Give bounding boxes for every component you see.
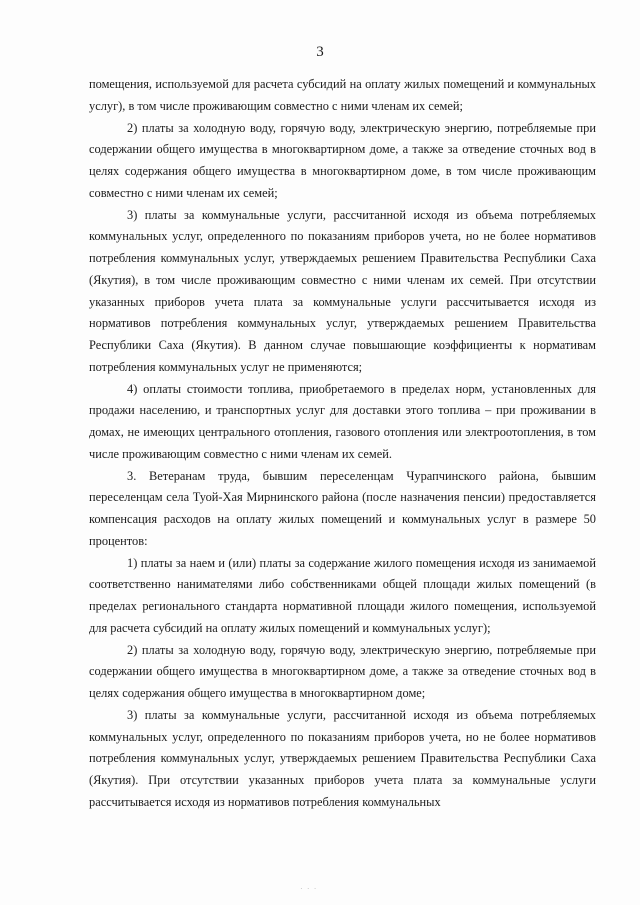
paragraph-item-2-water-electricity: 2) платы за холодную воду, горячую воду, электрическую энергию, потребляемые при содержании общего имущества в многоквартирном доме, а также за отведение сточных вод в целях содержания общего имущества в многоквартирном доме; [89,642,596,700]
paragraph-item-2-utilities-common-property: 2) платы за холодную воду, горячую воду, электрическую энергию, потребляемые при содержании общего имущества в многоквартирном доме, а также за отведение сточных вод в целях содержания общего имущества в многоквартирном доме, в том числе проживающим совместно с ними членам их семей; [89,120,596,200]
page-number: 3 [316,44,324,60]
paragraph-continuation: помещения, используемой для расчета субсидий на оплату жилых помещений и коммунальных услуг), в том числе проживающим совместно с ними членам их семей; [89,77,596,113]
scan-artifact-mark: · · · [300,884,318,893]
document-body [89,74,596,814]
paragraph-section-3-labor-veterans: 3. Ветеранам труда, бывшим переселенцам Чурапчинского района, бывшим переселенцам села Туой-Хая Мирнинского района (после назначения пенсии) предоставляется компенсация расходов на оплату жилых помещений и коммунальных услуг в размере 50 процентов: [89,468,596,548]
paragraph-item-3-utilities-volume: 3) платы за коммунальные услуги, рассчитанной исходя из объема потребляемых коммунальных услуг, определенного по показаниям приборов учета, но не более нормативов потребления коммунальных услуг, утверждаемых решением Правительства Республики Саха (Якутия). При отсутствии указанных приборов учета плата за коммунальные услуги рассчитывается исходя из нормативов потребления коммунальных [89,707,596,809]
paragraph-item-3-utilities-meters: 3) платы за коммунальные услуги, рассчитанной исходя из объема потребляемых коммунальных услуг, определенного по показаниям приборов учета, но не более нормативов потребления коммунальных услуг, утверждаемых решением Правительства Республики Саха (Якутия), в том числе проживающим совместно с ними членам их семей. При отсутствии указанных приборов учета плата за коммунальные услуги рассчитывается исходя из нормативов потребления коммунальных услуг, утверждаемых решением Правительства Республики Саха (Якутия). В данном случае повышающие коэффициенты к нормативам потребления коммунальных услуг не применяются; [89,207,596,374]
paragraph-item-4-fuel-cost: 4) оплаты стоимости топлива, приобретаемого в пределах норм, установленных для продажи населению, и транспортных услуг для доставки этого топлива – при проживании в домах, не имеющих центрального отопления, газового отопления или электроотопления, в том числе проживающим совместно с ними членам их семей. [89,381,596,461]
paragraph-item-1-rent-maintenance: 1) платы за наем и (или) платы за содержание жилого помещения исходя из занимаемой соответственно нанимателями либо собственниками общей площади жилых помещений (в пределах регионального стандарта нормативной площади жилого помещения, используемой для расчета субсидий на оплату жилых помещений и коммунальных услуг); [89,555,596,635]
